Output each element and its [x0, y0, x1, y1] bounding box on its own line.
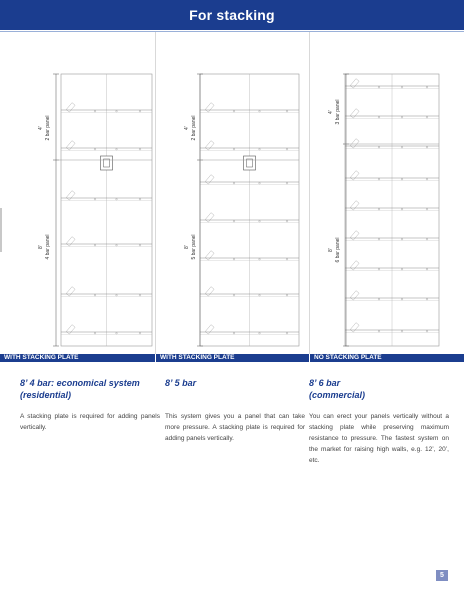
bolt-icon	[139, 294, 141, 296]
bolt-icon	[233, 294, 235, 296]
tie-clamp-icon	[66, 237, 75, 246]
tie-clamp-icon	[350, 231, 359, 240]
tie-clamp-icon	[350, 323, 359, 332]
tie-clamp-icon	[66, 191, 75, 200]
bolt-icon	[233, 332, 235, 334]
tie-clamp-icon	[350, 291, 359, 300]
bolt-icon	[116, 110, 118, 112]
bolt-icon	[378, 146, 380, 148]
bolt-icon	[116, 198, 118, 200]
bolt-icon	[401, 208, 403, 210]
bolt-icon	[233, 148, 235, 150]
tie-clamp-icon	[205, 141, 214, 150]
bolt-icon	[378, 208, 380, 210]
bolt-icon	[401, 116, 403, 118]
bolt-icon	[233, 258, 235, 260]
tie-clamp-icon	[205, 103, 214, 112]
bolt-icon	[401, 178, 403, 180]
bolt-icon	[286, 258, 288, 260]
bolt-icon	[139, 332, 141, 334]
bolt-icon	[116, 294, 118, 296]
bolt-icon	[94, 244, 96, 246]
bolt-icon	[378, 330, 380, 332]
heading-line: (residential)	[20, 390, 72, 400]
bolt-icon	[378, 298, 380, 300]
heading-line: 8’ 4 bar: economical system	[20, 378, 140, 388]
bolt-icon	[259, 332, 261, 334]
dim-bottom-value: 8’	[38, 245, 44, 249]
tie-clamp-icon	[66, 103, 75, 112]
dim-top-value: 4’	[328, 110, 334, 114]
tie-clamp-icon	[66, 325, 75, 334]
bolt-icon	[286, 294, 288, 296]
dim-top-desc: 3 bar panel	[335, 99, 341, 125]
bolt-icon	[426, 146, 428, 148]
bolt-icon	[378, 86, 380, 88]
bolt-icon	[139, 148, 141, 150]
bolt-icon	[426, 208, 428, 210]
bolt-icon	[426, 298, 428, 300]
bolt-icon	[139, 244, 141, 246]
tie-clamp-icon	[350, 171, 359, 180]
section-body: This system gives you a panel that can take more pressure. A stacking plate is required for adding panels vertically.	[165, 413, 305, 442]
dim-bottom-value: 8’	[328, 248, 334, 252]
diagram-col1	[0, 32, 155, 354]
bolt-icon	[401, 146, 403, 148]
bolt-icon	[116, 244, 118, 246]
dim-top-desc: 2 bar panel	[45, 115, 51, 141]
section-body: You can erect your panels vertically without a stacking plate while preserving maximum resistance to pressure. The fastest system on the market for raising high walls, e.g. 12’, 20’, etc.	[309, 413, 449, 464]
bolt-icon	[401, 238, 403, 240]
tie-clamp-icon	[350, 109, 359, 118]
dim-top-desc: 2 bar panel	[191, 115, 197, 141]
section-body: A stacking plate is required for adding panels vertically.	[20, 413, 160, 431]
bolt-icon	[286, 220, 288, 222]
bolt-icon	[426, 178, 428, 180]
bolt-icon	[401, 268, 403, 270]
tie-clamp-icon	[205, 325, 214, 334]
tie-clamp-icon	[205, 251, 214, 260]
bolt-icon	[378, 116, 380, 118]
bolt-icon	[116, 332, 118, 334]
section-heading	[20, 377, 160, 401]
bolt-icon	[426, 86, 428, 88]
tie-clamp-icon	[66, 287, 75, 296]
tie-clamp-icon	[350, 201, 359, 210]
bolt-icon	[426, 268, 428, 270]
page-number: 5	[436, 570, 448, 581]
section-heading	[165, 377, 305, 389]
bolt-icon	[259, 220, 261, 222]
bolt-icon	[401, 86, 403, 88]
bolt-icon	[259, 182, 261, 184]
diagram-col3	[310, 32, 464, 354]
bolt-icon	[259, 258, 261, 260]
bolt-icon	[286, 182, 288, 184]
bolt-icon	[94, 294, 96, 296]
bolt-icon	[259, 110, 261, 112]
tie-clamp-icon	[350, 139, 359, 148]
tie-clamp-icon	[350, 261, 359, 270]
heading-line: (commercial)	[309, 390, 366, 400]
bolt-icon	[286, 332, 288, 334]
bolt-icon	[233, 220, 235, 222]
bolt-icon	[116, 148, 118, 150]
stacking-band: WITH STACKING PLATE	[0, 354, 155, 362]
tie-clamp-icon	[350, 79, 359, 88]
bolt-icon	[233, 110, 235, 112]
bolt-icon	[94, 198, 96, 200]
dim-bottom-value: 8’	[184, 245, 190, 249]
dim-top-value: 4’	[38, 126, 44, 130]
bolt-icon	[426, 116, 428, 118]
bolt-icon	[94, 332, 96, 334]
stacking-band: NO STACKING PLATE	[310, 354, 464, 362]
bolt-icon	[426, 238, 428, 240]
dim-top-value: 4’	[184, 126, 190, 130]
stacking-plate-icon	[101, 156, 113, 170]
page-title: For stacking	[189, 7, 275, 23]
bolt-icon	[401, 298, 403, 300]
bolt-icon	[378, 238, 380, 240]
heading-line: 8’ 6 bar	[309, 378, 341, 388]
bolt-icon	[401, 330, 403, 332]
tie-clamp-icon	[205, 287, 214, 296]
diagram-col2	[155, 32, 309, 354]
bolt-icon	[286, 148, 288, 150]
heading-line: 8’ 5 bar	[165, 378, 197, 388]
bolt-icon	[139, 198, 141, 200]
dim-bottom-desc: 4 bar panel	[45, 234, 51, 260]
dim-bottom-desc: 6 bar panel	[335, 237, 341, 263]
dim-bottom-desc: 5 bar panel	[191, 234, 197, 260]
bolt-icon	[233, 182, 235, 184]
tie-clamp-icon	[205, 213, 214, 222]
section-heading	[309, 377, 449, 401]
bolt-icon	[94, 148, 96, 150]
bolt-icon	[94, 110, 96, 112]
bolt-icon	[259, 148, 261, 150]
tie-clamp-icon	[66, 141, 75, 150]
stacking-band: WITH STACKING PLATE	[156, 354, 309, 362]
tie-clamp-icon	[205, 175, 214, 184]
bolt-icon	[426, 330, 428, 332]
bolt-icon	[378, 268, 380, 270]
bolt-icon	[286, 110, 288, 112]
stacking-plate-icon	[244, 156, 256, 170]
bolt-icon	[259, 294, 261, 296]
bolt-icon	[378, 178, 380, 180]
bolt-icon	[139, 110, 141, 112]
